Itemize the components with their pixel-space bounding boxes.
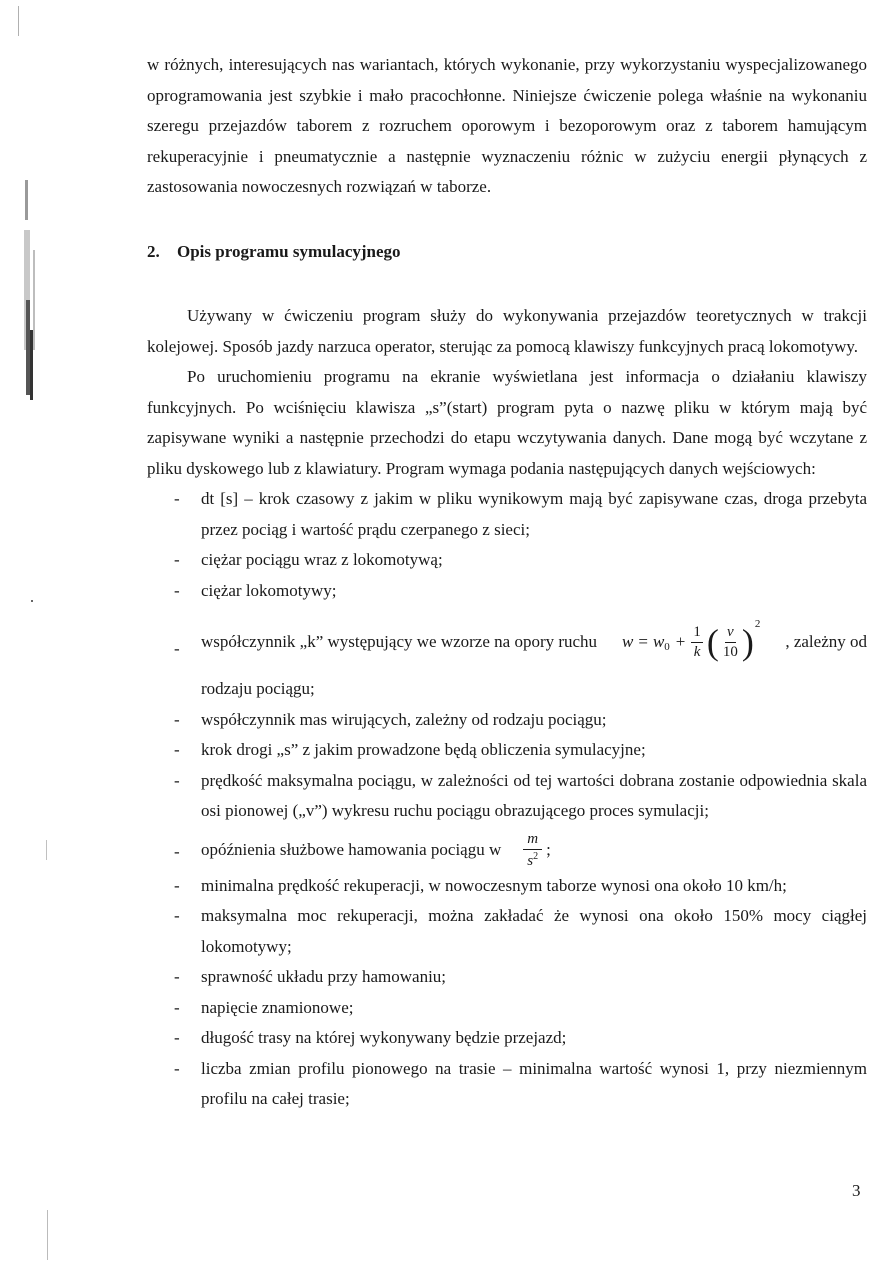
bullet-dash: - xyxy=(174,967,180,986)
list-item-unit: - opóźnienia służbowe hamowania pociągu w $\frac{m}{s^2}$ ; xyxy=(174,831,551,869)
page-number: 3 xyxy=(852,1181,861,1200)
bullet-dash: - xyxy=(174,709,180,729)
input-parameters-list xyxy=(147,484,867,1115)
section-heading xyxy=(147,237,867,268)
bullet-dash: - xyxy=(174,740,180,759)
list-item: - długość trasy na której wykonywany będzie przejazd; xyxy=(147,1023,867,1054)
list-item: - napięcie znamionowe; xyxy=(147,993,867,1024)
list-item: - minimalna prędkość rekuperacji, w nowoczesnym taborze wynosi ona około 10 km/h; xyxy=(147,871,867,902)
list-item: - sprawność układu przy hamowaniu; xyxy=(147,962,867,993)
bullet-dash: - xyxy=(174,841,180,861)
bullet-dash: - xyxy=(174,1028,180,1047)
bullet-dash: - xyxy=(174,997,180,1017)
list-item: - ciężar lokomotywy; xyxy=(147,576,867,607)
page-content xyxy=(147,50,867,1115)
paragraph-program-description: Używany w ćwiczeniu program służy do wykonywania przejazdów teoretycznych w trakcji kolejowej. Sposób jazdy narzuca operator, sterując za pomocą klawiszy funkcyjnych pracą lokomotywy. xyxy=(147,306,867,356)
list-item: - krok drogi „s” z jakim prowadzone będą obliczenia symulacyjne; xyxy=(147,735,867,766)
paragraph-program-start: Po uruchomieniu programu na ekranie wyświetlana jest informacja o działaniu klawiszy funkcyjnych. Po wciśnięciu klawisza „s”(start) program pyta o nazwę pliku w którym mają być zapisywane wyniki a następnie przechodzi do etapu wczytywania danych. Dane mogą być wczytane z pliku dyskowego lub z klawiatury. Program wymaga podania następujących danych wejściowych: xyxy=(147,367,867,478)
bullet-dash: - xyxy=(174,550,180,569)
resistance-formula: w = w 0 + $\frac{1}{k}$ ( $\frac{v}{10}$ ) 2 xyxy=(622,617,761,662)
list-item: - ciężar pociągu wraz z lokomotywą; xyxy=(147,545,867,576)
bullet-dash: - xyxy=(174,580,180,600)
bullet-dash: - xyxy=(174,770,180,790)
list-item: - liczba zmian profilu pionowego na trasie – minimalna wartość wynosi 1, przy niezmiennym profilu na całej trasie; xyxy=(147,1054,867,1115)
bullet-dash: - xyxy=(174,639,180,658)
list-item: - dt [s] – krok czasowy z jakim w pliku wynikowym mają być zapisywane czas, droga przebyta przez pociąg i wartość prądu czerpanego z sieci; xyxy=(147,484,867,545)
formula-inner-fraction: $\frac{v}{10}$ xyxy=(722,623,738,660)
list-item-formula xyxy=(147,614,867,705)
scan-edge-marks xyxy=(0,0,48,1263)
list-item-continuation: rodzaju pociągu; xyxy=(201,679,315,698)
formula-fraction: $\frac{1}{k}$ xyxy=(693,623,701,660)
bullet-dash: - xyxy=(174,489,180,508)
bullet-dash: - xyxy=(174,1058,180,1078)
bullet-dash: - xyxy=(174,906,180,925)
intro-paragraph: w różnych, interesujących nas wariantach, których wykonanie, przy wykorzystaniu wyspecjalizowanego oprogramowania jest szybkie i mało pracochłonne. Niniejsze ćwiczenie polega właśnie na wykonaniu szeregu przejazdów taborem z rozruchem oporowym i bezoporowym oraz z taborem hamującym rekuperacyjnie i pneumatycznie a następnie wyznaczeniu różnic w zużyciu energii płynących z zastosowania nowoczesnych rozwiązań w taborze. xyxy=(147,55,867,196)
formula-line: współczynnik „k” występujący we wzorze na opory ruchu w = w 0 + $\frac{1}{k}$ ( $\frac{v}{10}$ ) 2 , zależny od xyxy=(201,617,867,662)
section-title: Opis programu symulacyjnego xyxy=(177,241,401,261)
section-number: 2. xyxy=(147,241,160,261)
unit-fraction: $\frac{m}{s^2}$ xyxy=(523,832,542,869)
list-item: - współczynnik mas wirujących, zależny od rodzaju pociągu; xyxy=(147,705,867,736)
list-item: - maksymalna moc rekuperacji, można zakładać że wynosi ona około 150% mocy ciągłej lokomotywy; xyxy=(147,901,867,962)
bullet-dash: - xyxy=(174,875,180,895)
list-item: - prędkość maksymalna pociągu, w zależności od tej wartości dobrana zostanie odpowiednia skala osi pionowej („v”) wykresu ruchu pociągu obrazującego proces symulacji; xyxy=(147,766,867,827)
